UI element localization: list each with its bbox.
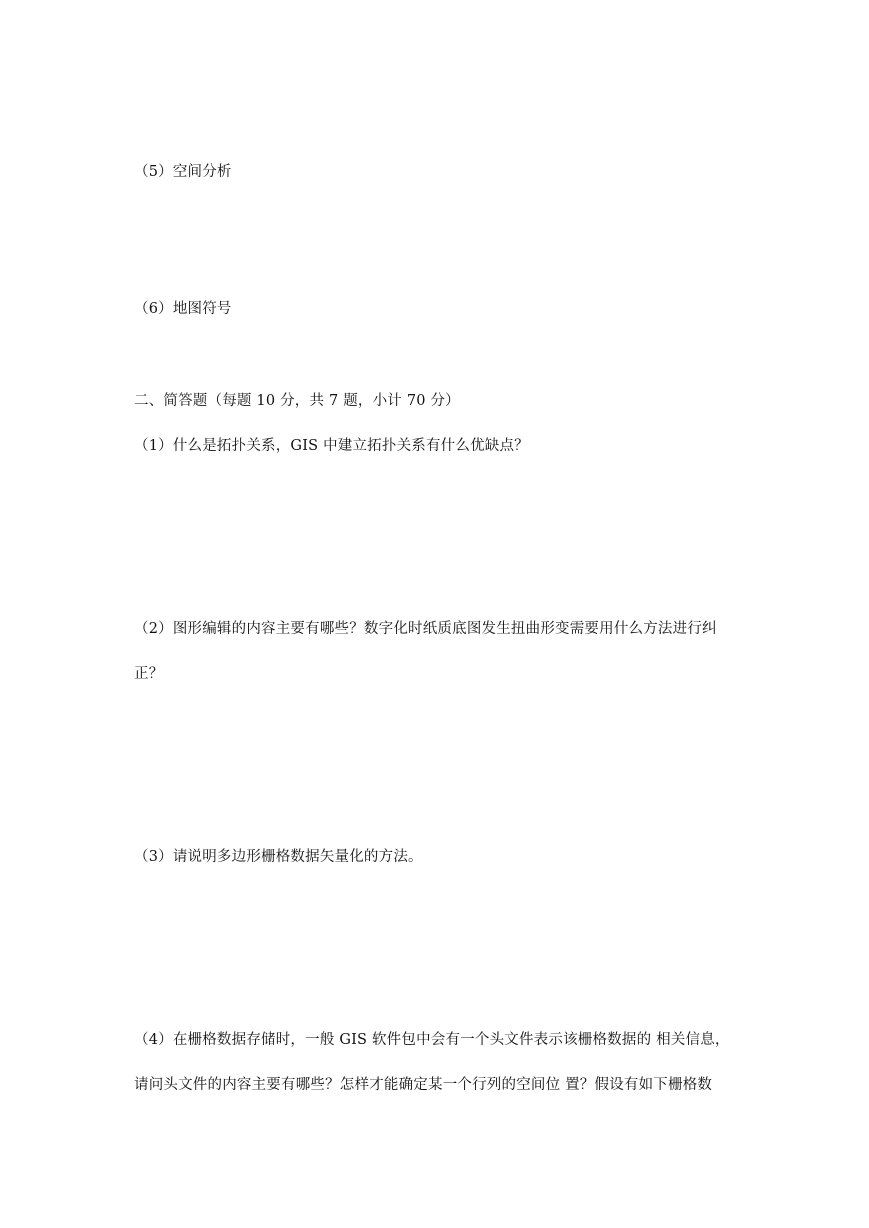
question-3: （3）请说明多边形栅格数据矢量化的方法。 [134, 849, 423, 865]
question-4-line-1: （4）在栅格数据存储时，一般 GIS 软件包中会有一个头文件表示该栅格数据的 相关信息， [134, 1032, 730, 1048]
question-4-line-2: 请问头文件的内容主要有哪些？怎样才能确定某一个行列的空间位 置？假设有如下栅格数 [134, 1077, 713, 1093]
term-spatial-analysis: （5）空间分析 [134, 164, 232, 180]
question-2-line-1: （2）图形编辑的内容主要有哪些？数字化时纸质底图发生扭曲形变需要用什么方法进行纠 [134, 621, 717, 637]
term-map-symbol: （6）地图符号 [134, 301, 232, 317]
question-1: （1）什么是拓扑关系，GIS 中建立拓扑关系有什么优缺点？ [134, 438, 529, 454]
question-2-line-2: 正？ [134, 666, 164, 682]
section-heading: 二、简答题（每题 10 分，共 7 题，小计 70 分） [134, 393, 460, 409]
